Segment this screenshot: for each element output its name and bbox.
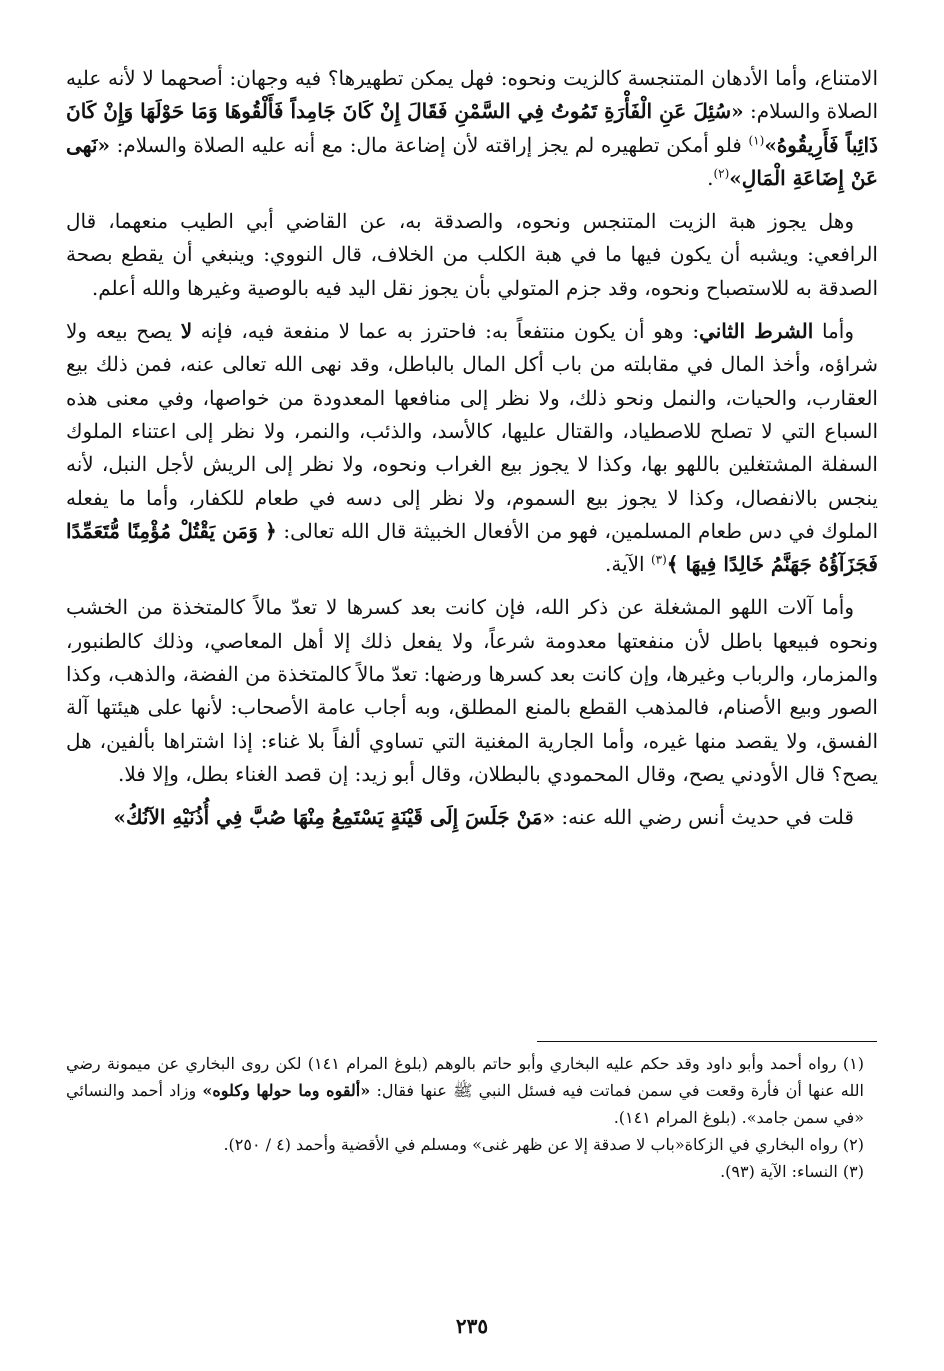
paragraph-3-text-a: وأما [813,319,854,344]
footnote-3: (٣) النساء: الآية (٩٣). [720,1162,864,1181]
paragraph-5-text: قلت في حديث أنس رضي الله عنه: [555,805,854,830]
hadith-quote-wealth: «نَهى عَنْ إِضَاعَةِ الْمَالِ» [66,132,878,190]
paragraph-1 [66,62,878,195]
paragraph-3-bold-la: لا [180,319,193,344]
quran-verse: ﴿ وَمَن يَقْتُلْ مُؤْمِنًا مُّتَعَمِّدًا فَجَزَآؤُهُ جَهَنَّمُ خَالِدًا فِيهَا ﴾ [66,518,878,577]
paragraph-3-text-b: : وهو أن يكون منتفعاً به: فاحترز به عما لا منفعة فيه، فإنه [192,319,700,344]
paragraph-4: وأما آلات اللهو المشغلة عن ذكر الله، فإن كانت بعد كسرها لا تعدّ مالاً كالمتخذة من الخشب ونحوه فبيعها باطل لأن منفعتها معدومة شرعاً، ولا يفعل ذلك إلا أهل المعاصي، وذلك كالطنبور، والمزمار، والرباب وغيرها، وإن كانت بعد كسرها ورضها: تعدّ مالاً كالمتخذة من الفضة، والذهب، وكذا الصور وبيع الأصنام، فالمذهب القطع بالمنع المطلق، وبه أجاب عامة الأصحاب: لأنها على هيئتها آلة الفسق، ولا يقصد منها غيره، وأما الجارية المغنية التي تساوي ألفاً بلا غناء: إذا اشتراها بألفين، هل يصح؟ قال الأودني يصح، وقال المحمودي بالبطلان، وقال أبو زيد: إن قصد الغناء بطل، وإلا فلا. [66,595,878,786]
paragraph-1-text-c: . [707,165,714,190]
footnote-ref-1: (١) [748,132,765,147]
footnote-1 [66,1050,878,1131]
footnote-1-text-b: وزاد أحمد والنسائي «في سمن جامد». (بلوغ المرام ١٤١). [66,1081,864,1127]
paragraph-3-text-c: يصح بيعه ولا شراؤه، وأخذ المال في مقابلته من باب أكل المال بالباطل، وقد نهى الله تعالى عنه، فمن ذلك بيع العقارب، والحيات، والنمل ونحو ذلك، ولا نظر إلى منافعها المعدودة من خواصها، وفي معنى هذه السباع التي لا تصلح للاصطياد، والقتال عليها، كالأسد، والذئب، والنمر، ولا نظر إلى اعتناء الملوك السفلة المشتغلين باللهو بها، وكذا لا يجوز بيع الغراب ونحوه، ولا نظر إلى الريش لأجل النبل، لأنه ينجس بالانفصال، وكذا لا يجوز بيع السموم، ولا نظر إلى دسه في طعام للكفار، وأما ما يفعله الملوك في دس طعام المسلمين، فهو من الأفعال الخبيثة قال الله تعالى: [66,319,878,543]
footnote-divider [537,1041,877,1042]
footnotes [66,1050,878,1185]
paragraph-1-text-b: فلو أمكن تطهيره لم يجز إراقته لأن إضاعة مال: مع أنه عليه الصلاة والسلام: [109,132,749,157]
paragraph-3 [66,315,878,581]
paragraph-5 [66,801,878,834]
page-number: ٢٣٥ [455,1314,489,1338]
paragraph-3-text-d: الآية. [604,552,651,577]
footnote-ref-3: (٣) [650,552,667,567]
footnote-2: (٢) رواه البخاري في الزكاة«باب لا صدقة إلا عن ظهر غنى» ومسلم في الأقضية وأحمد (٤ / ٢٥٠). [223,1135,864,1154]
footnote-1-bold-quote: «ألقوه وما حولها وكلوه» [202,1081,371,1100]
paragraph-2: وهل يجوز هبة الزيت المتنجس ونحوه، والصدقة به، عن القاضي أبي الطيب منعهما، قال الرافعي: ويشبه أن يكون فيها ما في هبة الكلب من الخلاف، قال النووي: وينبغي أن يقطع بصحة الصدقة به للاستصباح ونحوه، وقد جزم المتولي بأن يجوز نقل اليد فيه بالوصية وغيرها والله أعلم. [66,209,878,300]
hadith-quote-mouse: «سُئِلَ عَنِ الْفَأْرَةِ تَمُوتُ فِي السَّمْنِ فَقَالَ إِنْ كَانَ جَامِداً فَأَلْقُوهَا وَمَا حَوْلَهَا وَإِنْ كَانَ ذَائِباً فَأَرِيقُوهُ» [66,99,878,157]
hadith-quote-singer: «مَنْ جَلَسَ إِلَى قَيْنَةٍ يَسْتَمِعُ مِنْهَا صُبَّ فِي أُذُنَيْهِ الآنُكُ» [113,805,556,830]
footnote-1-text-a: (١) رواه أحمد وأبو داود وقد حكم عليه البخاري وأبو حاتم بالوهم (بلوغ المرام ١٤١) لكن روى البخاري عن ميمونة رضي الله عنها أن فأرة وقعت في سمن فماتت فيه فسئل النبي ﷺ عنها فقال: [66,1054,865,1100]
footnote-ref-2: (٢) [713,166,730,181]
paragraph-1-text-a: الامتناع، وأما الأدهان المتنجسة كالزيت ونحوه: فهل يمكن تطهيرها؟ فيه وجهان: أصحهما لا لأنه عليه الصلاة والسلام: [66,66,878,124]
section-heading-second-condition: الشرط الثاني [699,319,814,344]
